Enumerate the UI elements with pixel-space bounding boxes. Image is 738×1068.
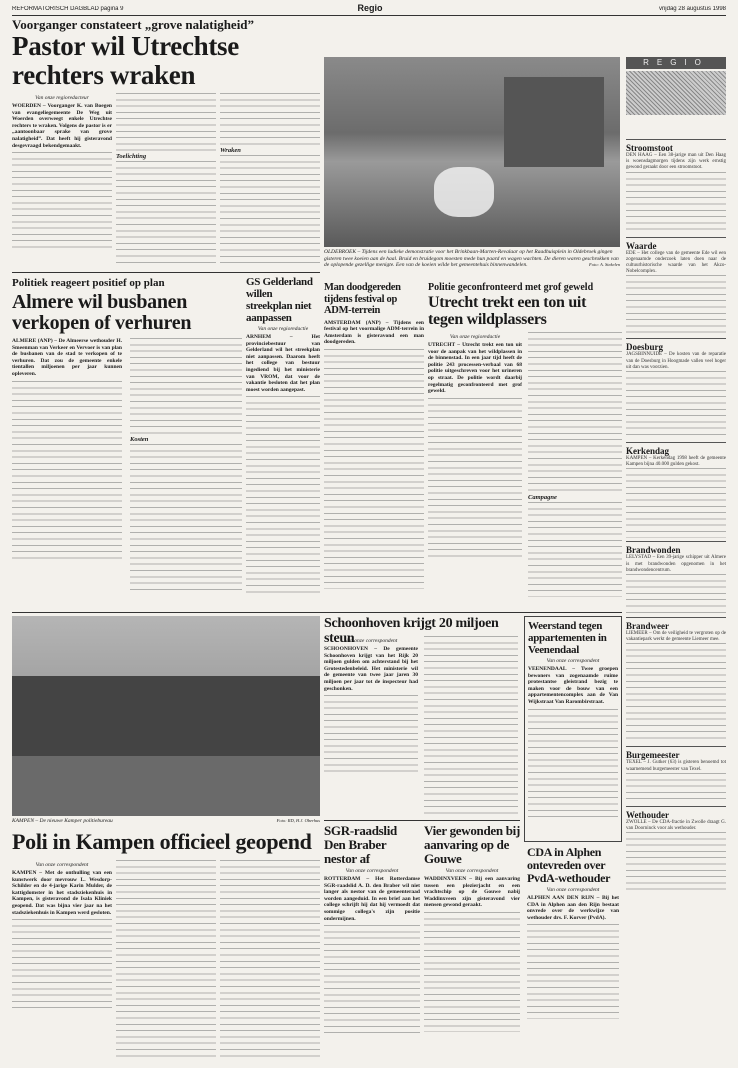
lead-paragraph: ROTTERDAM – Het Rotterdamse SGR-raadslid A. D. den Braber wil niet langer als nestor van de gemeenteraad worden aangeduid. In een brief aan het college schrijft hij dat hij vermoedt dat sommige collega's zijn positie ondermijnen.	[324, 876, 420, 922]
lead-paragraph: UTRECHT – Utrecht trekt een ton uit voor de aanpak van het wildplassen in de binnenstad. In een jaar tijd heeft de politie 243 processen-verbaal van 68 politie uitgeschreven voor het urineren op straat. De politie wordt daarbij regelmatig geconfronteerd met grof geweld.	[428, 342, 522, 395]
lead-paragraph: AMSTERDAM (ANP) – Tijdens een festival op het voormalige ADM-terrein in Amsterdam is gisteravond een man doodgereden.	[324, 319, 424, 346]
kicker: Politie geconfronteerd met grof geweld	[428, 282, 594, 293]
sidebar-item-text: ZWOLLE – De CDA-fractie in Zwolle draagt G. van Doorninck voor als wethouder.	[626, 819, 726, 832]
body-text	[528, 709, 618, 819]
sidebar-item	[626, 746, 726, 802]
paper-name: REFORMATORISCH DAGBLAD	[12, 6, 99, 12]
column-2	[130, 338, 242, 604]
column-1	[428, 332, 522, 604]
body-text	[130, 338, 242, 434]
body-text	[626, 773, 726, 803]
sidebar-item-text: LIEMEER – Om de veiligheid te vergroten op de vakantiepark werkt de gemeente Liemeer mee.	[626, 631, 726, 643]
header-rule	[12, 15, 726, 16]
sidebar-item-title: Stroomstoot	[626, 139, 726, 153]
sidebar-item-title: Doesburg	[626, 338, 726, 352]
body-text	[324, 695, 418, 775]
sidebar-item	[626, 541, 726, 614]
lawn-shape	[12, 756, 320, 816]
body-text	[626, 468, 726, 538]
sidebar-item-title: Burgemeester	[626, 746, 726, 760]
building-shape	[12, 676, 320, 756]
kicker: Voorganger constateert „grove nalatigheid”	[12, 18, 255, 32]
sidebar-item-text: JAGSBINNUIDE – De kosten van de reparatie van de Doesburg in Hoogmade vallen veel hoger uit dan was voorzien.	[626, 352, 726, 370]
sidebar-item-title: Kerkendag	[626, 442, 726, 456]
kicker: Politiek reageert positief op plan	[12, 277, 165, 289]
photo-cows	[324, 57, 620, 247]
photo-hospital	[12, 616, 320, 816]
headline: GS Gelderland willen streekplan niet aanpassen	[246, 276, 313, 324]
body-text	[116, 161, 216, 266]
cow-shape	[434, 167, 494, 217]
headline: Man doodgereden tijdens festival op ADM-terrein	[324, 282, 401, 316]
photo-caption-top	[324, 249, 620, 279]
body-text	[246, 396, 320, 596]
sidebar-item	[626, 806, 726, 892]
byline: Van onze regioredactie	[449, 334, 501, 340]
column-1	[12, 860, 112, 1058]
sidebar-item	[626, 237, 726, 336]
lead-paragraph: KAMPEN – Met de onthulling van een kunstwerk door mevrouw L. Wesdorp-Schilder en de 4-jarige Karin Mulder, de kattigdomster in het stadsziekenhuis in Kampen, is gisteravond de Isala Kliniek geopend. Dat was bijna vier jaar na het stadsziekenhuis in Kampen werd gesloten.	[12, 870, 112, 916]
body-text	[424, 912, 520, 1032]
sidebar-pattern	[626, 71, 726, 115]
sidebar-item	[626, 442, 726, 538]
headline: Schoonhoven krijgt 20 miljoen steun	[324, 616, 499, 646]
article-cda	[524, 846, 622, 1058]
sidebar-item-title: Brandwonden	[626, 541, 726, 555]
body-text	[626, 574, 726, 614]
byline: Van onze correspondent	[345, 868, 399, 874]
page-number: pagina 9	[100, 6, 124, 12]
sidebar-item-text: TEXEL – J. Gutker (63) is gisteren benoemd tot waarnemend burgemeester van Texel.	[626, 760, 726, 772]
article-pastor	[12, 18, 320, 268]
headline: Pastor wil Utrechtse rechters wraken	[12, 31, 239, 90]
photo-caption-bottom	[12, 818, 320, 828]
headline: Poli in Kampen officieel geopend	[12, 830, 312, 854]
sidebar-item-title: Brandweer	[626, 617, 726, 631]
headline: CDA in Alphen ontevreden over PvdA-wethouder	[527, 846, 611, 885]
lead-paragraph: SCHOONHOVEN – De gemeente Schoonhoven krijgt van het Rijk 20 miljoen gulden om achterstand bij het Grotestedenbeleid. Het ministerie wil de gemeente van twee jaar jaren 30 miljoen per jaar tot de inspecteur had geschonken.	[324, 646, 418, 692]
article-veenendaal	[524, 616, 622, 842]
subhead: Campagne	[528, 494, 557, 501]
section-rule	[12, 272, 320, 273]
byline: Van onze correspondent	[546, 887, 600, 893]
body-text	[626, 172, 726, 234]
article-almere	[12, 276, 242, 606]
body-text	[220, 155, 320, 265]
byline: Van onze correspondent	[35, 862, 89, 868]
section-title: Regio	[357, 3, 383, 13]
subhead: Wraken	[220, 147, 241, 154]
article-schoonhoven	[324, 616, 520, 816]
caption-text: KAMPEN – De nieuwe Kamper politiebureau	[12, 818, 113, 824]
subhead: Toelichting	[116, 153, 147, 160]
body-text	[626, 643, 726, 743]
photo-credit: Foto: A. Stekelen	[588, 262, 620, 267]
building-shape	[504, 77, 604, 167]
lead-paragraph: WADDINXVEEN – Bij een aanvaring tussen een plezierjacht en een vrachtschip op de Gouwe nabij Waddinxveen zijn gisteravond vier mensen gewond geraakt.	[424, 876, 520, 909]
body-text	[12, 152, 112, 252]
photo-credit: Foto: RD, H.J. Oberhus	[276, 818, 320, 823]
column-1	[324, 636, 418, 814]
article-gelderland	[246, 276, 320, 606]
body-text	[12, 381, 122, 561]
column-1	[12, 338, 122, 604]
body-text	[116, 93, 216, 151]
lead-paragraph: ALPHEN AAN DEN RIJN – Bij het CDA in Alphen aan den Rijn bestaat onvrede over de werkwijze van wethouder drs. F. Korver (PvdA).	[527, 895, 619, 921]
sidebar-item-title: Wethouder	[626, 806, 726, 820]
section-rule	[324, 820, 520, 821]
section-rule	[12, 612, 622, 613]
column-2	[424, 636, 518, 814]
body-text	[324, 349, 424, 589]
byline: Van onze correspondent	[445, 868, 499, 874]
column-2	[528, 332, 622, 604]
sidebar-item	[626, 139, 726, 234]
subhead: Kosten	[130, 436, 149, 443]
column-1	[12, 93, 112, 268]
sidebar-item	[626, 338, 726, 439]
body-text	[626, 371, 726, 439]
byline: Van onze regioredacteur	[35, 95, 89, 101]
body-text	[324, 925, 420, 1035]
body-text	[12, 919, 112, 1009]
headline: Utrecht trekt een ton uit tegen wildplassers	[428, 294, 587, 328]
sidebar-item-text: LELYSTAD – Een 39-jarige schipper uit Almere is met brandwonden opgenomen in het brandwondencentrum.	[626, 555, 726, 573]
body-text	[626, 832, 726, 892]
lead-paragraph: WOERDEN – Voorganger K. van Boegen van evangeliegemeente De Weg uit Woerden overweegt enkele Utrechtse rechters te wraken. Volgens de pastor is er „aantoonbaar sprake van grove nalatigheid”. Dat heeft hij gisteravond desgevraagd bekendgemaakt.	[12, 103, 112, 149]
article-poli	[12, 830, 320, 1058]
sidebar-item-text: EDE – Het college van de gemeente Ede wil een zogenaamde onderzoek laten doen naar de cultuurhistorische waarde van het Akzo-Nobelcomplex.	[626, 250, 726, 275]
issue-date: vrijdag 28 augustus 1998	[658, 6, 726, 12]
column-2	[116, 860, 216, 1058]
sidebar-item	[626, 617, 726, 743]
headline: Weerstand tegen appartementen in Veenendaal	[528, 620, 607, 656]
byline: Van onze correspondent	[344, 638, 398, 644]
byline: Van onze correspondent	[546, 658, 600, 664]
lead-paragraph: ALMERE (ANP) – De Almeerse wethouder H. Smeenman van Verkeer en Vervoer is van plan de busbanen van de stad te verkopen of te verhuren. Dat zou de gemeente enkele tientallen miljoenen per jaar kunnen opleveren.	[12, 338, 122, 377]
sidebar-item-text: DEN HAAG – Een 38-jarige man uit Den Haag is woensdagmorgen tijdens zijn werk ernstig gewond geraakt door een stroomstoot.	[626, 153, 726, 171]
caption-text: OLDEBROEK – Tijdens een ludieke demonstratie voor het Brinkbaan-Marten-Revalaar op het Raadhuisplein in Oldebroek gingen gisteren twee koeien aan de haal. Bruid en bruidegom moesten mede hun paard en wagen wachten. De dieren waren geschrokken van de oplopende gezellige menigte. Een van de koeien wilde het gemeentehuis binnenwandelen.	[324, 249, 619, 268]
headline: SGR-raadslid Den Braber nestor af	[324, 824, 397, 866]
body-text	[220, 93, 320, 145]
article-adm	[324, 282, 424, 606]
column-3	[220, 93, 320, 268]
column-2	[116, 93, 216, 268]
running-header-left	[12, 6, 312, 14]
headline: Vier gewonden bij aanvaring op de Gouwe	[424, 824, 520, 866]
body-text	[428, 398, 522, 558]
body-text	[528, 332, 622, 492]
column-3	[220, 860, 320, 1058]
byline: Van onze regioredactie	[257, 326, 309, 332]
sidebar-banner: REGIO	[626, 57, 726, 69]
article-wildplassers	[428, 282, 622, 606]
body-text	[626, 275, 726, 335]
sidebar	[626, 57, 726, 1057]
lead-paragraph: VEENENDAAL – Twee groepen bewoners van zogenaamde ruime protestantse gleistrand bezig te maken voor de bouw van een appartementencomplex aan de Van Wijkstraat Van Rarombirstraat.	[528, 666, 618, 705]
article-gouwe	[424, 824, 520, 1058]
sidebar-item-text: KAMPEN – Kerkendag 1998 heeft de gemeente Kampen bijna 40.000 gulden gekost.	[626, 456, 726, 468]
body-text	[527, 924, 619, 1019]
sidebar-item-title: Waarde	[626, 237, 726, 251]
article-sgr	[324, 824, 420, 1058]
lead-paragraph: ARNHEM – Het provinciebestuur van Gelderland wil het streekplan niet aanpassen. Daarom heeft het college van bestuur ingediend bij het ministerie van VROM, dat voor de vakantie besloten dat het plan moest worden aangepast.	[246, 334, 320, 393]
body-text	[528, 502, 622, 597]
body-text	[130, 444, 242, 594]
headline: Almere wil busbanen verkopen of verhuren	[12, 291, 192, 334]
